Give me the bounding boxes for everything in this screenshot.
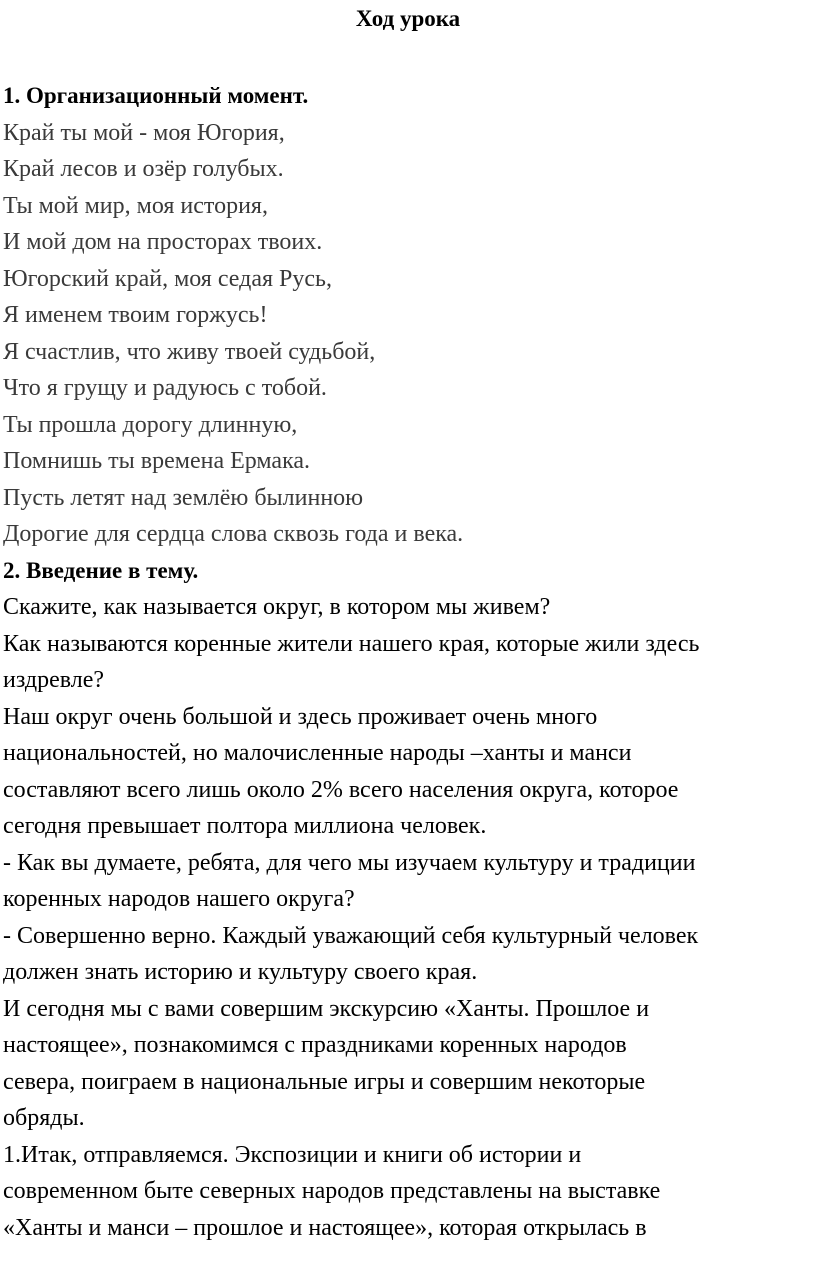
- paragraph-line: должен знать историю и культуру своего края.: [3, 959, 478, 985]
- poem-line: Ты прошла дорогу длинную,: [3, 411, 298, 438]
- poem-line: Я счастлив, что живу твоей судьбой,: [3, 338, 376, 365]
- paragraph-line: И сегодня мы с вами совершим экскурсию «Ханты. Прошлое и: [3, 995, 650, 1022]
- paragraph-line: национальностей, но малочисленные народы –ханты и манси: [3, 740, 632, 766]
- paragraph-line: составляют всего лишь около 2% всего населения округа, которое: [3, 776, 679, 803]
- paragraph-line: Скажите, как называется округ, в котором мы живем?: [3, 594, 551, 620]
- paragraph-line: - Как вы думаете, ребята, для чего мы изучаем культуру и традиции: [3, 849, 696, 876]
- paragraph-line: Как называются коренные жители нашего края, которые жили здесь: [3, 630, 700, 657]
- paragraph-line: «Ханты и манси – прошлое и настоящее», которая открылась в: [3, 1214, 647, 1241]
- section-heading-introduction: 2. Введение в тему.: [3, 557, 199, 583]
- poem-line: Югорский край, моя седая Русь,: [3, 265, 332, 292]
- paragraph-line: 1.Итак, отправляемся. Экспозиции и книги об истории и: [3, 1141, 582, 1168]
- introduction-text: [3, 589, 815, 1246]
- document-body: [3, 78, 815, 1246]
- paragraph-line: севера, поиграем в национальные игры и совершим некоторые: [3, 1068, 646, 1095]
- poem-line: И мой дом на просторах твоих.: [3, 229, 323, 255]
- paragraph-line: издревле?: [3, 667, 105, 693]
- section-heading-organizational: 1. Организационный момент.: [3, 83, 309, 108]
- poem-line: Край лесов и озёр голубых.: [3, 156, 284, 182]
- paragraph-line: обряды.: [3, 1105, 85, 1131]
- paragraph-line: сегодня превышает полтора миллиона человек.: [3, 813, 487, 839]
- paragraph-line: современном быте северных народов представлены на выставке: [3, 1178, 661, 1204]
- poem: [3, 115, 815, 553]
- poem-line: Край ты мой - моя Югория,: [3, 119, 285, 146]
- page-title: Ход урока: [355, 6, 461, 31]
- poem-line: Ты мой мир, моя история,: [3, 192, 268, 219]
- poem-line: Что я грущу и радуюсь с тобой.: [3, 375, 327, 401]
- paragraph-line: - Совершенно верно. Каждый уважающий себя культурный человек: [3, 922, 699, 949]
- paragraph-line: настоящее», познакомимся с праздниками коренных народов: [3, 1032, 627, 1058]
- poem-line: Помнишь ты времена Ермака.: [3, 448, 311, 474]
- poem-line: Пусть летят над землёю былинною: [3, 484, 364, 511]
- poem-line: Я именем твоим горжусь!: [3, 302, 268, 328]
- paragraph-line: коренных народов нашего округа?: [3, 886, 355, 912]
- paragraph-line: Наш округ очень большой и здесь проживает очень много: [3, 703, 598, 730]
- poem-line: Дорогие для сердца слова сквозь года и века.: [3, 521, 464, 547]
